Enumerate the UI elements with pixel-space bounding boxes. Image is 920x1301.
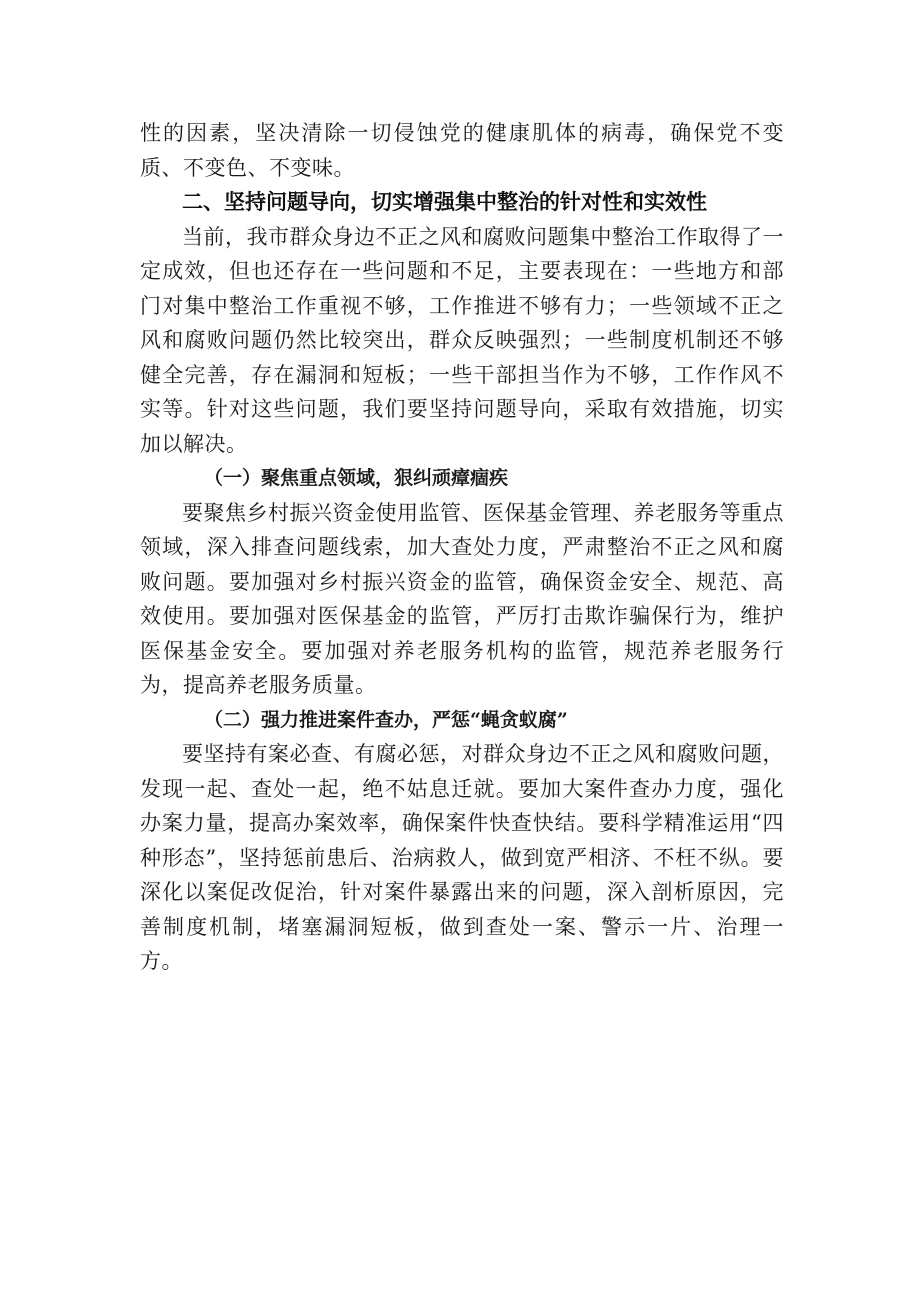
- subsection-2-paragraph: 要坚持有案必查、有腐必惩，对群众身边不正之风和腐败问题，发现一起、查处一起，绝不姑息迁就。要加大案件查办力度，强化办案力量，提高办案效率，确保案件快查快结。要科学精准运用“四种形态”，坚持惩前患后、治病救人，做到宽严相济、不枉不纵。要深化以案促改促治，针对案件暴露出来的问题，深入剖析原因，完善制度机制，堵塞漏洞短板，做到查处一案、警示一片、治理一方。: [140, 742, 784, 973]
- document-body: [140, 116, 784, 979]
- subsection-heading-2: （二）强力推进案件查办，严惩“蝇贪蚁腐”: [204, 708, 568, 731]
- continued-paragraph: 性的因素，坚决清除一切侵蚀党的健康肌体的病毒，确保党不变质、不变色、不变味。: [140, 121, 784, 180]
- section-intro-paragraph: 当前，我市群众身边不正之风和腐败问题集中整治工作取得了一定成效，但也还存在一些问题和不足，主要表现在：一些地方和部门对集中整治工作重视不够，工作推进不够有力；一些领域不正之风和腐败问题仍然比较突出，群众反映强烈；一些制度机制还不够健全完善，存在漏洞和短板；一些干部担当作为不够，工作作风不实等。针对这些问题，我们要坚持问题导向，采取有效措施，切实加以解决。: [140, 224, 784, 456]
- section-heading-2: 二、坚持问题导向，切实增强集中整治的针对性和实效性: [182, 190, 707, 214]
- subsection-heading-1: （一）聚焦重点领域，狠纠顽瘴痼疾: [204, 467, 509, 489]
- subsection-1-paragraph: 要聚焦乡村振兴资金使用监管、医保基金管理、养老服务等重点领域，深入排查问题线索，加大查处力度，严肃整治不正之风和腐败问题。要加强对乡村振兴资金的监管，确保资金安全、规范、高效使用。要加强对医保基金的监管，严厉打击欺诈骗保行为，维护医保基金安全。要加强对养老服务机构的监管，规范养老服务行为，提高养老服务质量。: [140, 500, 784, 697]
